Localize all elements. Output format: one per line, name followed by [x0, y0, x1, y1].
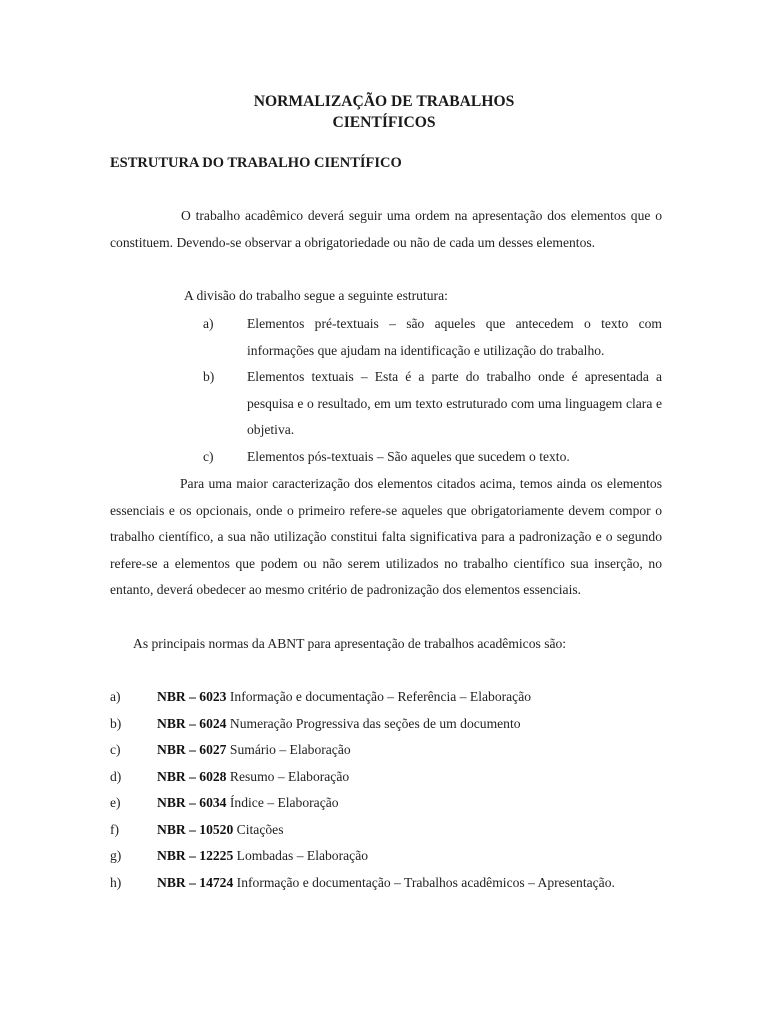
norm-label: f) [110, 821, 120, 837]
characterization-paragraph: Para uma maior caracterização dos elementos citados acima, temos ainda os elementos essenciais e os opcionais, onde o primeiro refere-se aqueles que obrigatoriamente devem compor o trabalho científico, a sua não utilização constitui falta significativa para a padronização e o segundo refere-se a elementos que podem ou não serem utilizados no trabalho científico sua inserção, no entanto, deverá obedecer ao mesmo critério de padronização dos elementos essenciais. [110, 476, 662, 597]
section-heading: ESTRUTURA DO TRABALHO CIENTÍFICO [110, 155, 402, 171]
structure-item [203, 444, 662, 471]
norm-item [110, 737, 662, 764]
structure-item-text: Elementos pré-textuais – são aqueles que antecedem o texto com informações que ajudam na identificação e utilização do trabalho. [247, 316, 662, 358]
norm-item [110, 843, 662, 870]
norm-item [110, 870, 662, 897]
norm-item [110, 764, 662, 791]
document-title-line-2: CIENTÍFICOS [332, 114, 436, 131]
structure-item [203, 364, 662, 444]
norm-label: d) [110, 768, 122, 784]
norm-item [110, 790, 662, 817]
norm-code: NBR – 6028 [157, 768, 227, 784]
structure-item-text: Elementos textuais – Esta é a parte do trabalho onde é apresentada a pesquisa e o resultado, em um texto estruturado com uma linguagem clara e objetiva. [247, 369, 662, 437]
norm-code: NBR – 6023 [157, 689, 227, 704]
norm-code: NBR – 6034 [157, 795, 227, 810]
norm-code: NBR – 10520 [157, 821, 234, 837]
structure-item-label: c) [203, 449, 214, 464]
norm-description: Lombadas – Elaboração [233, 848, 369, 863]
norm-item [110, 817, 662, 844]
norm-description: Informação e documentação – Referência – Elaboração [226, 689, 532, 704]
norm-label: a) [110, 689, 121, 704]
norm-description: Citações [233, 821, 284, 837]
norm-code: NBR – 12225 [157, 848, 234, 863]
norm-description: Resumo – Elaboração [226, 768, 350, 784]
norm-description: Índice – Elaboração [226, 795, 339, 810]
norm-description: Informação e documentação – Trabalhos acadêmicos – Apresentação. [233, 874, 615, 890]
norm-label: g) [110, 848, 122, 863]
intro-paragraph: O trabalho acadêmico deverá seguir uma ordem na apresentação dos elementos que o constituem. Devendo-se observar a obrigatoriedade ou não de cada um desses elementos. [110, 208, 662, 250]
norm-code: NBR – 14724 [157, 874, 234, 890]
structure-item-label: b) [203, 369, 215, 384]
norm-code: NBR – 6027 [157, 742, 227, 757]
norm-item [110, 684, 662, 711]
norm-label: b) [110, 715, 122, 731]
structure-item [203, 311, 662, 364]
norm-description: Sumário – Elaboração [226, 742, 351, 757]
norms-list [110, 684, 662, 896]
norm-label: e) [110, 795, 121, 810]
norm-label: h) [110, 874, 122, 890]
structure-item-text: Elementos pós-textuais – São aqueles que sucedem o texto. [247, 449, 570, 464]
norm-code: NBR – 6024 [157, 715, 227, 731]
structure-item-label: a) [203, 316, 214, 331]
norm-item [110, 711, 662, 738]
document-title-line-1: NORMALIZAÇÃO DE TRABALHOS [253, 93, 515, 110]
norms-intro: As principais normas da ABNT para apresentação de trabalhos acadêmicos são: [133, 636, 567, 651]
norm-label: c) [110, 742, 121, 757]
norm-description: Numeração Progressiva das seções de um documento [226, 715, 521, 731]
division-sentence: A divisão do trabalho segue a seguinte estrutura: [184, 288, 448, 303]
